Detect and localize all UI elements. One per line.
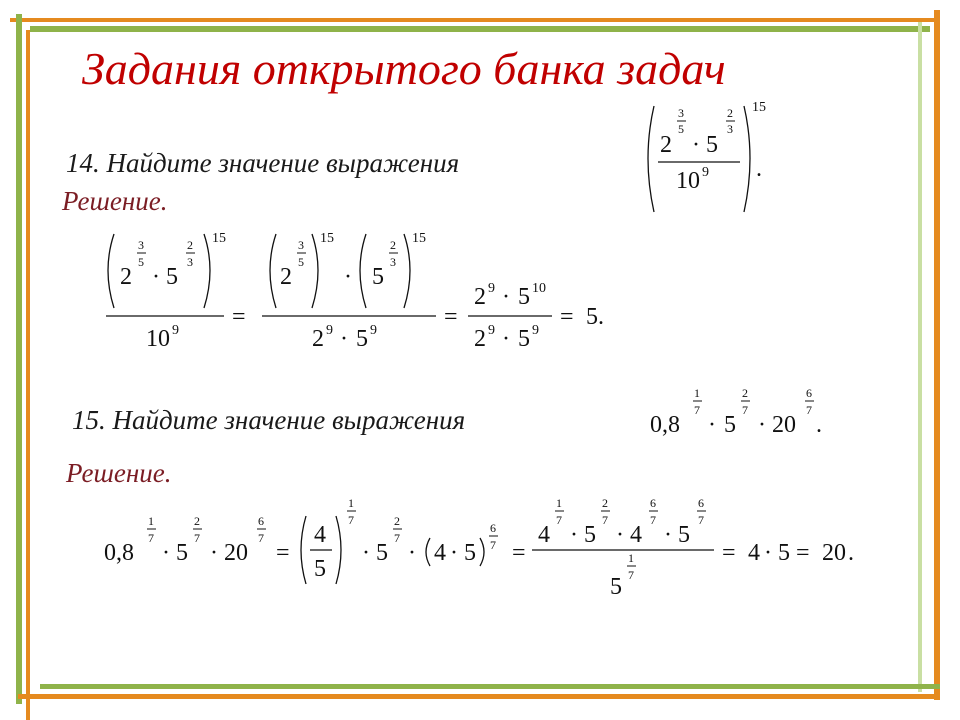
slide-title: Задания открытого банка задач	[82, 43, 726, 94]
task14-solution-math	[100, 226, 620, 356]
svg-text:5: 5	[356, 326, 368, 352]
svg-text:9: 9	[488, 281, 495, 296]
svg-text:1: 1	[556, 496, 562, 510]
svg-text:7: 7	[742, 403, 748, 417]
svg-text:7: 7	[490, 538, 496, 552]
svg-text:·: ·	[450, 540, 458, 566]
svg-text:5: 5	[138, 255, 144, 269]
svg-text:1: 1	[628, 551, 634, 565]
svg-text:4: 4	[748, 540, 760, 566]
svg-text:5: 5	[518, 284, 530, 310]
svg-text:9: 9	[172, 323, 179, 338]
svg-text:=: =	[232, 304, 246, 330]
svg-text:7: 7	[650, 513, 656, 527]
svg-text:5: 5	[166, 264, 178, 290]
svg-text:7: 7	[698, 513, 704, 527]
frame-right-orange	[934, 10, 940, 700]
svg-text:9: 9	[702, 165, 709, 180]
svg-text:5: 5	[298, 255, 304, 269]
svg-text:3: 3	[138, 238, 144, 252]
svg-text:.: .	[756, 156, 762, 182]
svg-text:·: ·	[152, 264, 160, 290]
svg-text:6: 6	[806, 386, 812, 400]
svg-text:10: 10	[532, 281, 546, 296]
svg-text:20: 20	[772, 412, 796, 438]
svg-text:·: ·	[362, 540, 370, 566]
svg-text:5: 5	[610, 574, 622, 600]
svg-text:=: =	[796, 540, 810, 566]
svg-text:5: 5	[706, 132, 718, 158]
svg-text:3: 3	[390, 255, 396, 269]
svg-text:·: ·	[502, 326, 510, 352]
svg-text:7: 7	[148, 531, 154, 545]
svg-text:2: 2	[120, 264, 132, 290]
svg-text:1: 1	[348, 496, 354, 510]
svg-text:2: 2	[394, 514, 400, 528]
svg-text:2: 2	[474, 284, 486, 310]
svg-text:7: 7	[348, 513, 354, 527]
svg-text:2: 2	[312, 326, 324, 352]
svg-text:5: 5	[678, 522, 690, 548]
svg-text:·: ·	[692, 132, 700, 158]
svg-text:9: 9	[532, 323, 539, 338]
frame-left-orange	[26, 30, 30, 720]
svg-text:2: 2	[660, 132, 672, 158]
svg-text:2: 2	[742, 386, 748, 400]
svg-text:2: 2	[474, 326, 486, 352]
svg-text:4: 4	[630, 522, 642, 548]
svg-text:9: 9	[488, 323, 495, 338]
svg-text:9: 9	[326, 323, 333, 338]
svg-text:9: 9	[370, 323, 377, 338]
frame-top-green	[30, 26, 930, 32]
svg-text:7: 7	[806, 403, 812, 417]
svg-text:.: .	[848, 540, 854, 566]
svg-text:5: 5	[314, 556, 326, 582]
frame-left-green	[16, 14, 22, 704]
svg-text:.: .	[816, 412, 822, 438]
svg-text:·: ·	[344, 264, 352, 290]
svg-text:5: 5	[518, 326, 530, 352]
task14-expression	[640, 100, 790, 220]
svg-text:7: 7	[194, 531, 200, 545]
svg-text:4: 4	[314, 522, 326, 548]
svg-text:5: 5	[724, 412, 736, 438]
svg-text:10: 10	[676, 168, 700, 194]
svg-text:5: 5	[376, 540, 388, 566]
svg-text:7: 7	[628, 568, 634, 582]
task14-solution-label: Решение.	[62, 186, 168, 216]
svg-text:4: 4	[434, 540, 446, 566]
svg-text:·: ·	[570, 522, 578, 548]
svg-text:7: 7	[394, 531, 400, 545]
task15-solution-math	[100, 492, 880, 602]
svg-text:6: 6	[258, 514, 264, 528]
svg-text:7: 7	[602, 513, 608, 527]
svg-text:6: 6	[698, 496, 704, 510]
svg-text:·: ·	[502, 284, 510, 310]
svg-text:10: 10	[146, 326, 170, 352]
svg-text:1: 1	[694, 386, 700, 400]
svg-text:·: ·	[708, 412, 716, 438]
task15-expression	[650, 384, 850, 444]
svg-text:2: 2	[727, 106, 733, 120]
svg-text:3: 3	[678, 106, 684, 120]
svg-text:2: 2	[187, 238, 193, 252]
svg-text:3: 3	[298, 238, 304, 252]
svg-text:20: 20	[224, 540, 248, 566]
svg-text:6: 6	[490, 521, 496, 535]
svg-text:2: 2	[280, 264, 292, 290]
svg-text:15: 15	[412, 231, 426, 246]
task15-label: 15. Найдите значение выражения	[72, 405, 466, 435]
svg-text:6: 6	[650, 496, 656, 510]
svg-text:7: 7	[556, 513, 562, 527]
svg-text:·: ·	[210, 540, 218, 566]
svg-text:4: 4	[538, 522, 550, 548]
svg-text:=: =	[276, 540, 290, 566]
svg-text:.: .	[598, 304, 604, 330]
frame-bottom-green	[40, 684, 940, 689]
svg-text:=: =	[512, 540, 526, 566]
svg-text:·: ·	[758, 412, 766, 438]
svg-text:=: =	[560, 304, 574, 330]
frame-bottom-orange	[18, 694, 938, 699]
task14-answer: 5	[586, 304, 598, 330]
task15-solution-label: Решение.	[66, 458, 172, 488]
svg-text:=: =	[444, 304, 458, 330]
task14-label: 14. Найдите значение выражения	[66, 148, 460, 178]
svg-text:·: ·	[408, 540, 416, 566]
svg-text:2: 2	[390, 238, 396, 252]
svg-text:5: 5	[464, 540, 476, 566]
svg-text:5: 5	[678, 122, 684, 136]
svg-text:5: 5	[372, 264, 384, 290]
svg-text:·: ·	[664, 522, 672, 548]
task15-answer: 20	[822, 540, 846, 566]
svg-text:15: 15	[752, 100, 766, 115]
svg-text:·: ·	[340, 326, 348, 352]
svg-text:3: 3	[727, 122, 733, 136]
svg-text:·: ·	[616, 522, 624, 548]
svg-text:5: 5	[778, 540, 790, 566]
svg-text:·: ·	[764, 540, 772, 566]
frame-right-light	[918, 22, 922, 692]
svg-text:0,8: 0,8	[650, 412, 680, 438]
svg-text:7: 7	[258, 531, 264, 545]
svg-text:=: =	[722, 540, 736, 566]
svg-text:·: ·	[162, 540, 170, 566]
svg-text:1: 1	[148, 514, 154, 528]
svg-text:15: 15	[320, 231, 334, 246]
frame-top-orange	[10, 18, 940, 22]
svg-text:7: 7	[694, 403, 700, 417]
svg-text:2: 2	[194, 514, 200, 528]
svg-text:5: 5	[176, 540, 188, 566]
svg-text:0,8: 0,8	[104, 540, 134, 566]
svg-text:15: 15	[212, 231, 226, 246]
svg-text:2: 2	[602, 496, 608, 510]
svg-text:3: 3	[187, 255, 193, 269]
svg-text:5: 5	[584, 522, 596, 548]
